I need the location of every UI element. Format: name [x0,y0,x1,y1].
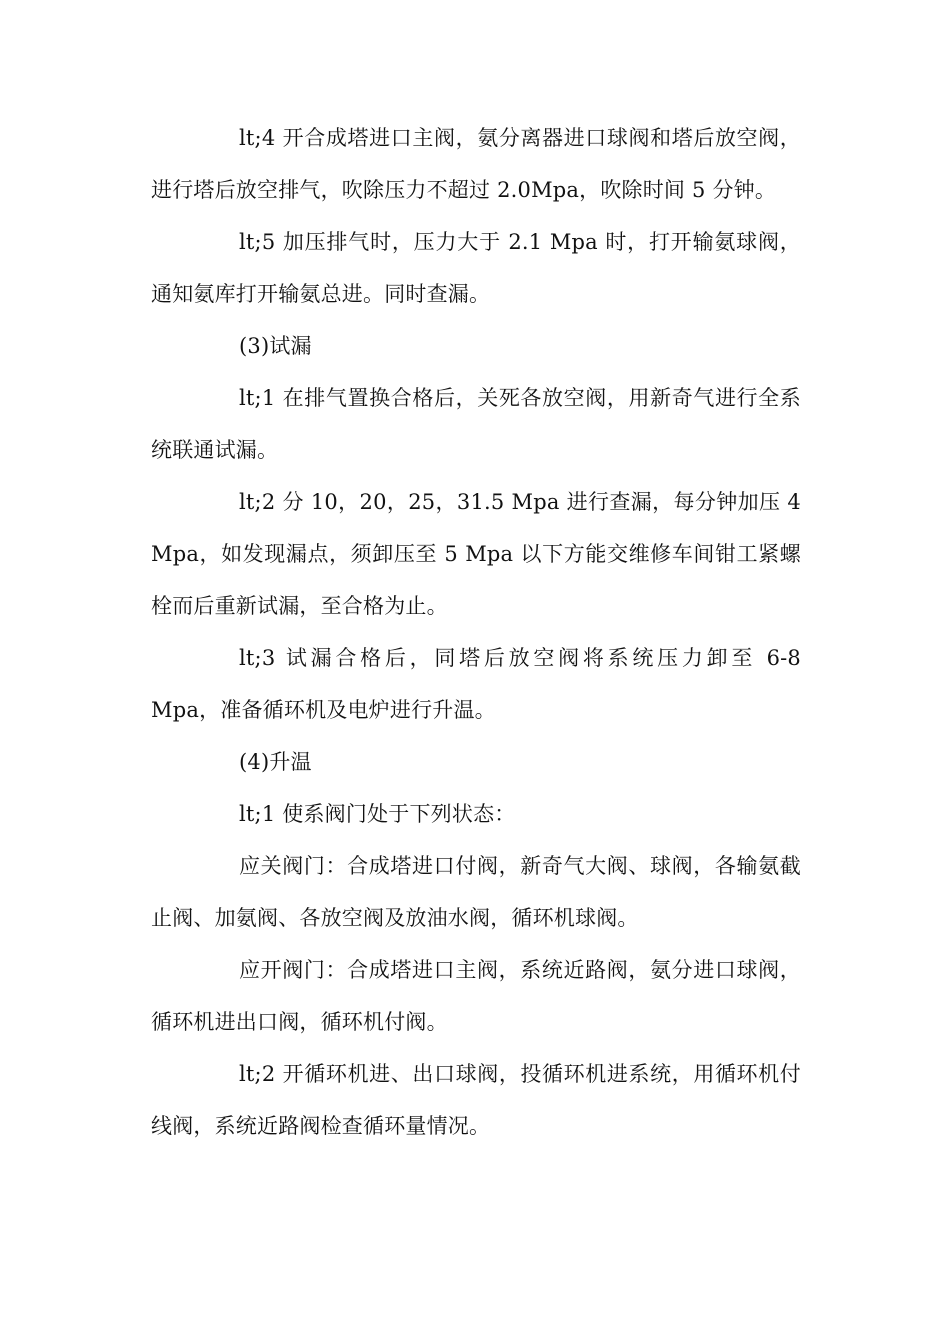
paragraph-valves-open: 应开阀门：合成塔进口主阀，系统近路阀，氨分进口球阀，循环机进出口阀，循环机付阀。 [151,958,801,1034]
paragraph-leak-step-2: lt;2 分 10，20，25，31.5 Mpa 进行查漏，每分钟加压 4 Mpa，如发现漏点，须卸压至 5 Mpa 以下方能交维修车间钳工紧螺栓而后重新试漏，至合格为止。 [151,490,801,618]
paragraph-leak-step-1: lt;1 在排气置换合格后，关死各放空阀，用新奇气进行全系统联通试漏。 [151,386,801,462]
paragraph-heating-step-2: lt;2 开循环机进、出口球阀，投循环机进系统，用循环机付线阀，系统近路阀检查循环量情况。 [151,1062,801,1138]
paragraph-step-4: lt;4 开合成塔进口主阀，氨分离器进口球阀和塔后放空阀，进行塔后放空排气，吹除压力不超过 2.0Mpa，吹除时间 5 分钟。 [151,126,801,202]
section-heading-heating: (4)升温 [239,750,312,774]
document-body [151,112,801,1152]
paragraph-valves-closed: 应关阀门：合成塔进口付阀，新奇气大阀、球阀，各输氨截止阀、加氨阀、各放空阀及放油水阀，循环机球阀。 [151,854,801,930]
paragraph-step-5: lt;5 加压排气时，压力大于 2.1 Mpa 时，打开输氨球阀，通知氨库打开输氨总进。同时查漏。 [151,230,801,306]
paragraph-heating-step-1: lt;1 使系阀门处于下列状态： [239,802,516,826]
section-heading-leak-test: (3)试漏 [239,334,312,358]
paragraph-leak-step-3: lt;3 试漏合格后，同塔后放空阀将系统压力卸至 6-8 Mpa，准备循环机及电炉进行升温。 [151,646,801,722]
